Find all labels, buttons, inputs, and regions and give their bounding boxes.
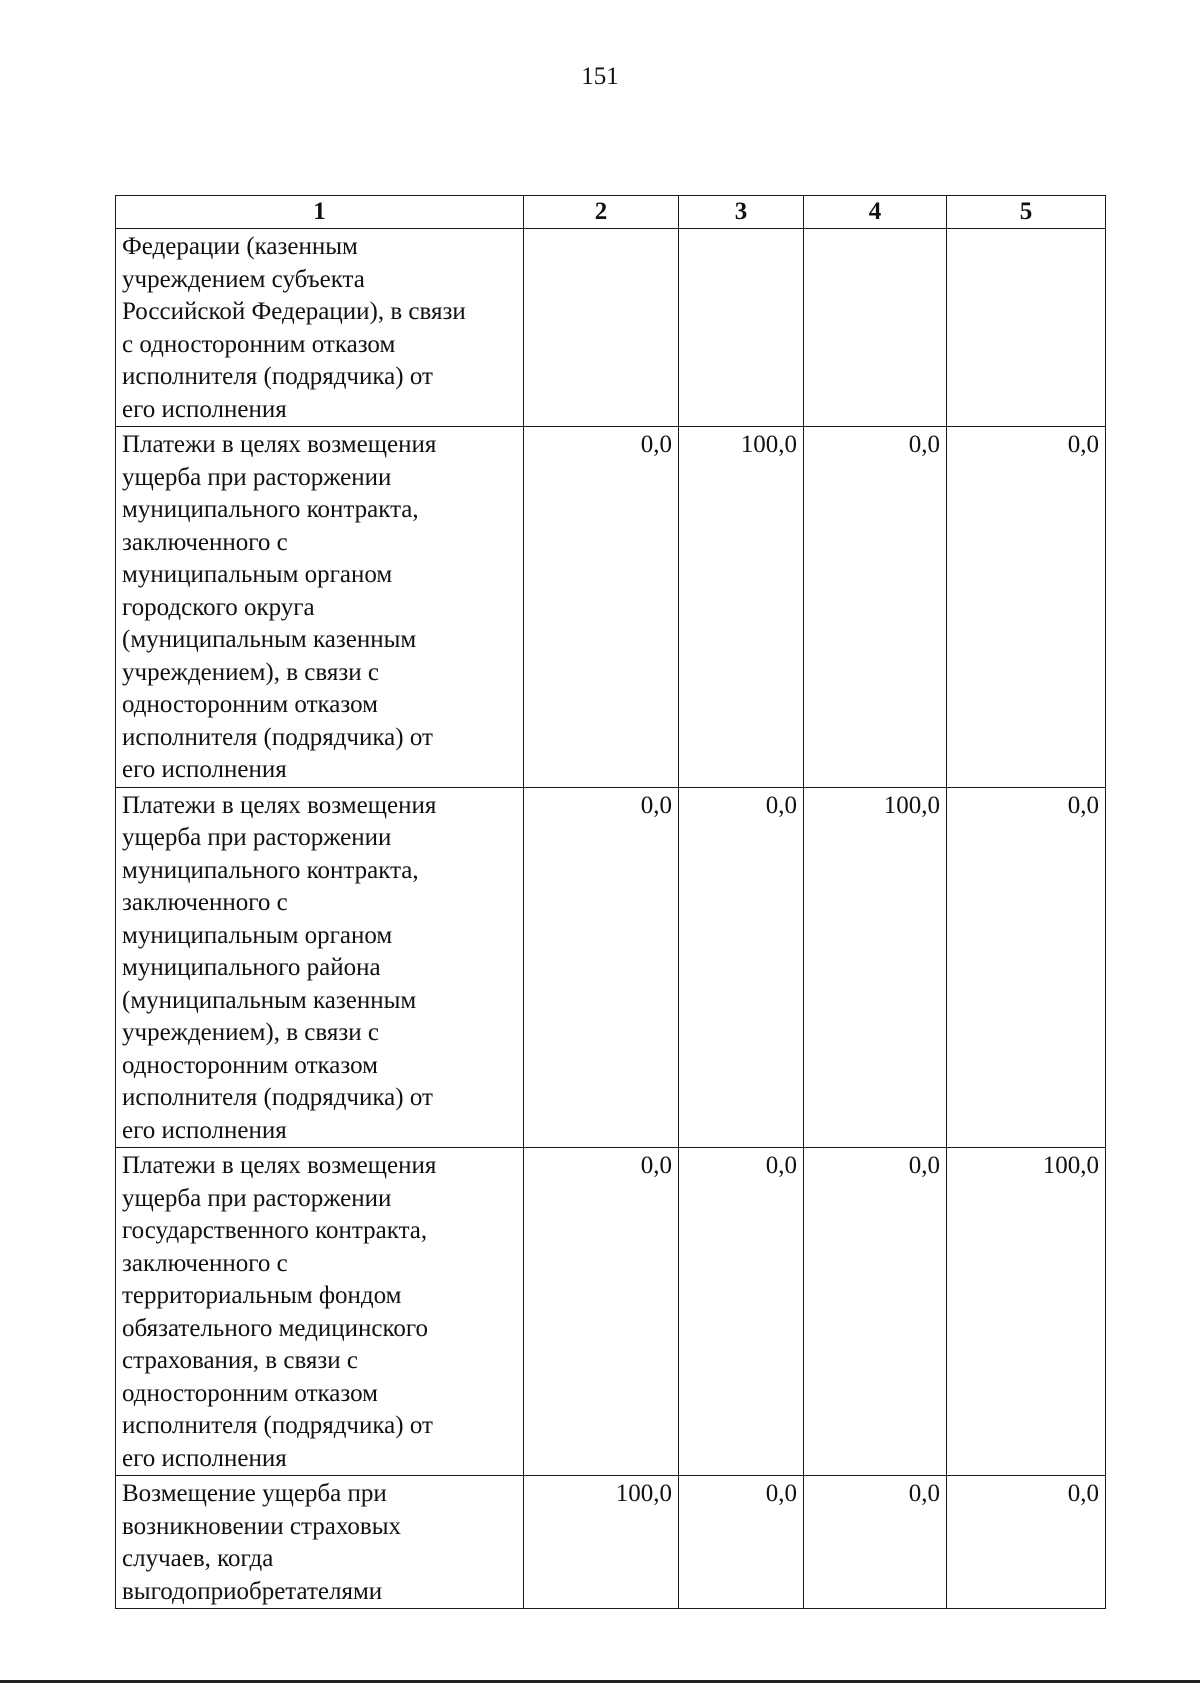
row-description-cell — [116, 427, 524, 788]
description-line: ущерба при расторжении — [122, 1184, 392, 1212]
description-line: его исполнения — [122, 1116, 287, 1144]
value-cell: 0,0 — [679, 1148, 804, 1476]
description-line: односторонним отказом — [122, 1051, 378, 1079]
revenue-distribution-table — [115, 195, 1106, 1609]
description-line: с односторонним отказом — [122, 330, 396, 358]
description-line: государственного контракта, — [122, 1217, 428, 1244]
value-cell: 0,0 — [524, 787, 679, 1148]
table-row — [116, 229, 1106, 427]
column-header: 1 — [116, 196, 524, 229]
description-line: (муниципальным казенным — [122, 986, 417, 1014]
description-line: муниципальным органом — [122, 561, 393, 588]
description-line: исполнителя (подрядчика) от — [122, 723, 433, 751]
description-line: городского округа — [122, 593, 315, 621]
description-line: его исполнения — [122, 395, 287, 423]
value-cell: 0,0 — [804, 427, 947, 788]
description-line: Федерации (казенным — [122, 233, 358, 260]
bottom-rule — [0, 1680, 1200, 1683]
description-line: заключенного с — [122, 1249, 288, 1277]
description-line: страхования, в связи с — [122, 1347, 359, 1374]
description-line: Возмещение ущерба при — [122, 1480, 387, 1507]
value-cell — [947, 229, 1106, 427]
value-cell: 0,0 — [804, 1476, 947, 1609]
description-line: возникновении страховых — [122, 1512, 402, 1540]
description-line: учреждением), в связи с — [122, 658, 379, 686]
row-description-cell — [116, 229, 524, 427]
table-body — [116, 229, 1106, 1609]
value-cell: 100,0 — [679, 427, 804, 788]
description-line: случаев, когда — [122, 1545, 274, 1572]
description-line: муниципальным органом — [122, 921, 393, 949]
description-line: муниципального контракта, — [122, 856, 419, 884]
description-line: обязательного медицинского — [122, 1314, 429, 1342]
value-cell: 100,0 — [524, 1476, 679, 1609]
value-cell: 0,0 — [524, 1148, 679, 1476]
value-cell — [679, 229, 804, 427]
value-cell: 0,0 — [804, 1148, 947, 1476]
description-line: территориальным фондом — [122, 1282, 402, 1309]
description-line: учреждением субъекта — [122, 265, 365, 293]
description-line: Платежи в целях возмещения — [122, 431, 437, 458]
description-line: его исполнения — [122, 756, 287, 783]
column-header: 2 — [524, 196, 679, 229]
description-line: исполнителя (подрядчика) от — [122, 363, 433, 390]
column-header: 4 — [804, 196, 947, 229]
description-line: выгодоприобретателями — [122, 1577, 383, 1605]
column-header: 5 — [947, 196, 1106, 229]
description-line: ущерба при расторжении — [122, 463, 392, 491]
description-line: ущерба при расторжении — [122, 824, 392, 851]
table-header-row — [116, 196, 1106, 229]
column-header: 3 — [679, 196, 804, 229]
table-row — [116, 427, 1106, 788]
value-cell: 0,0 — [947, 1476, 1106, 1609]
description-line: муниципального контракта, — [122, 496, 419, 523]
row-description-cell — [116, 1148, 524, 1476]
value-cell: 100,0 — [947, 1148, 1106, 1476]
row-description-cell — [116, 787, 524, 1148]
value-cell — [804, 229, 947, 427]
description-line: (муниципальным казенным — [122, 626, 417, 653]
value-cell: 0,0 — [947, 427, 1106, 788]
value-cell: 0,0 — [524, 427, 679, 788]
description-line: Российской Федерации), в связи — [122, 298, 466, 325]
description-line: его исполнения — [122, 1444, 287, 1472]
row-description-cell — [116, 1476, 524, 1609]
value-cell — [524, 229, 679, 427]
description-line: исполнителя (подрядчика) от — [122, 1412, 433, 1439]
description-line: учреждением), в связи с — [122, 1019, 379, 1046]
description-line: Платежи в целях возмещения — [122, 1152, 437, 1179]
table-row — [116, 1476, 1106, 1609]
value-cell: 0,0 — [679, 1476, 804, 1609]
value-cell: 0,0 — [947, 787, 1106, 1148]
description-line: исполнителя (подрядчика) от — [122, 1084, 433, 1111]
description-line: заключенного с — [122, 528, 288, 556]
description-line: Платежи в целях возмещения — [122, 791, 437, 819]
value-cell: 100,0 — [804, 787, 947, 1148]
description-line: односторонним отказом — [122, 1379, 378, 1407]
table-row — [116, 787, 1106, 1148]
description-line: муниципального района — [122, 954, 381, 981]
description-line: односторонним отказом — [122, 691, 378, 718]
value-cell: 0,0 — [679, 787, 804, 1148]
description-line: заключенного с — [122, 889, 288, 916]
table-row — [116, 1148, 1106, 1476]
page-number: 151 — [581, 63, 619, 90]
